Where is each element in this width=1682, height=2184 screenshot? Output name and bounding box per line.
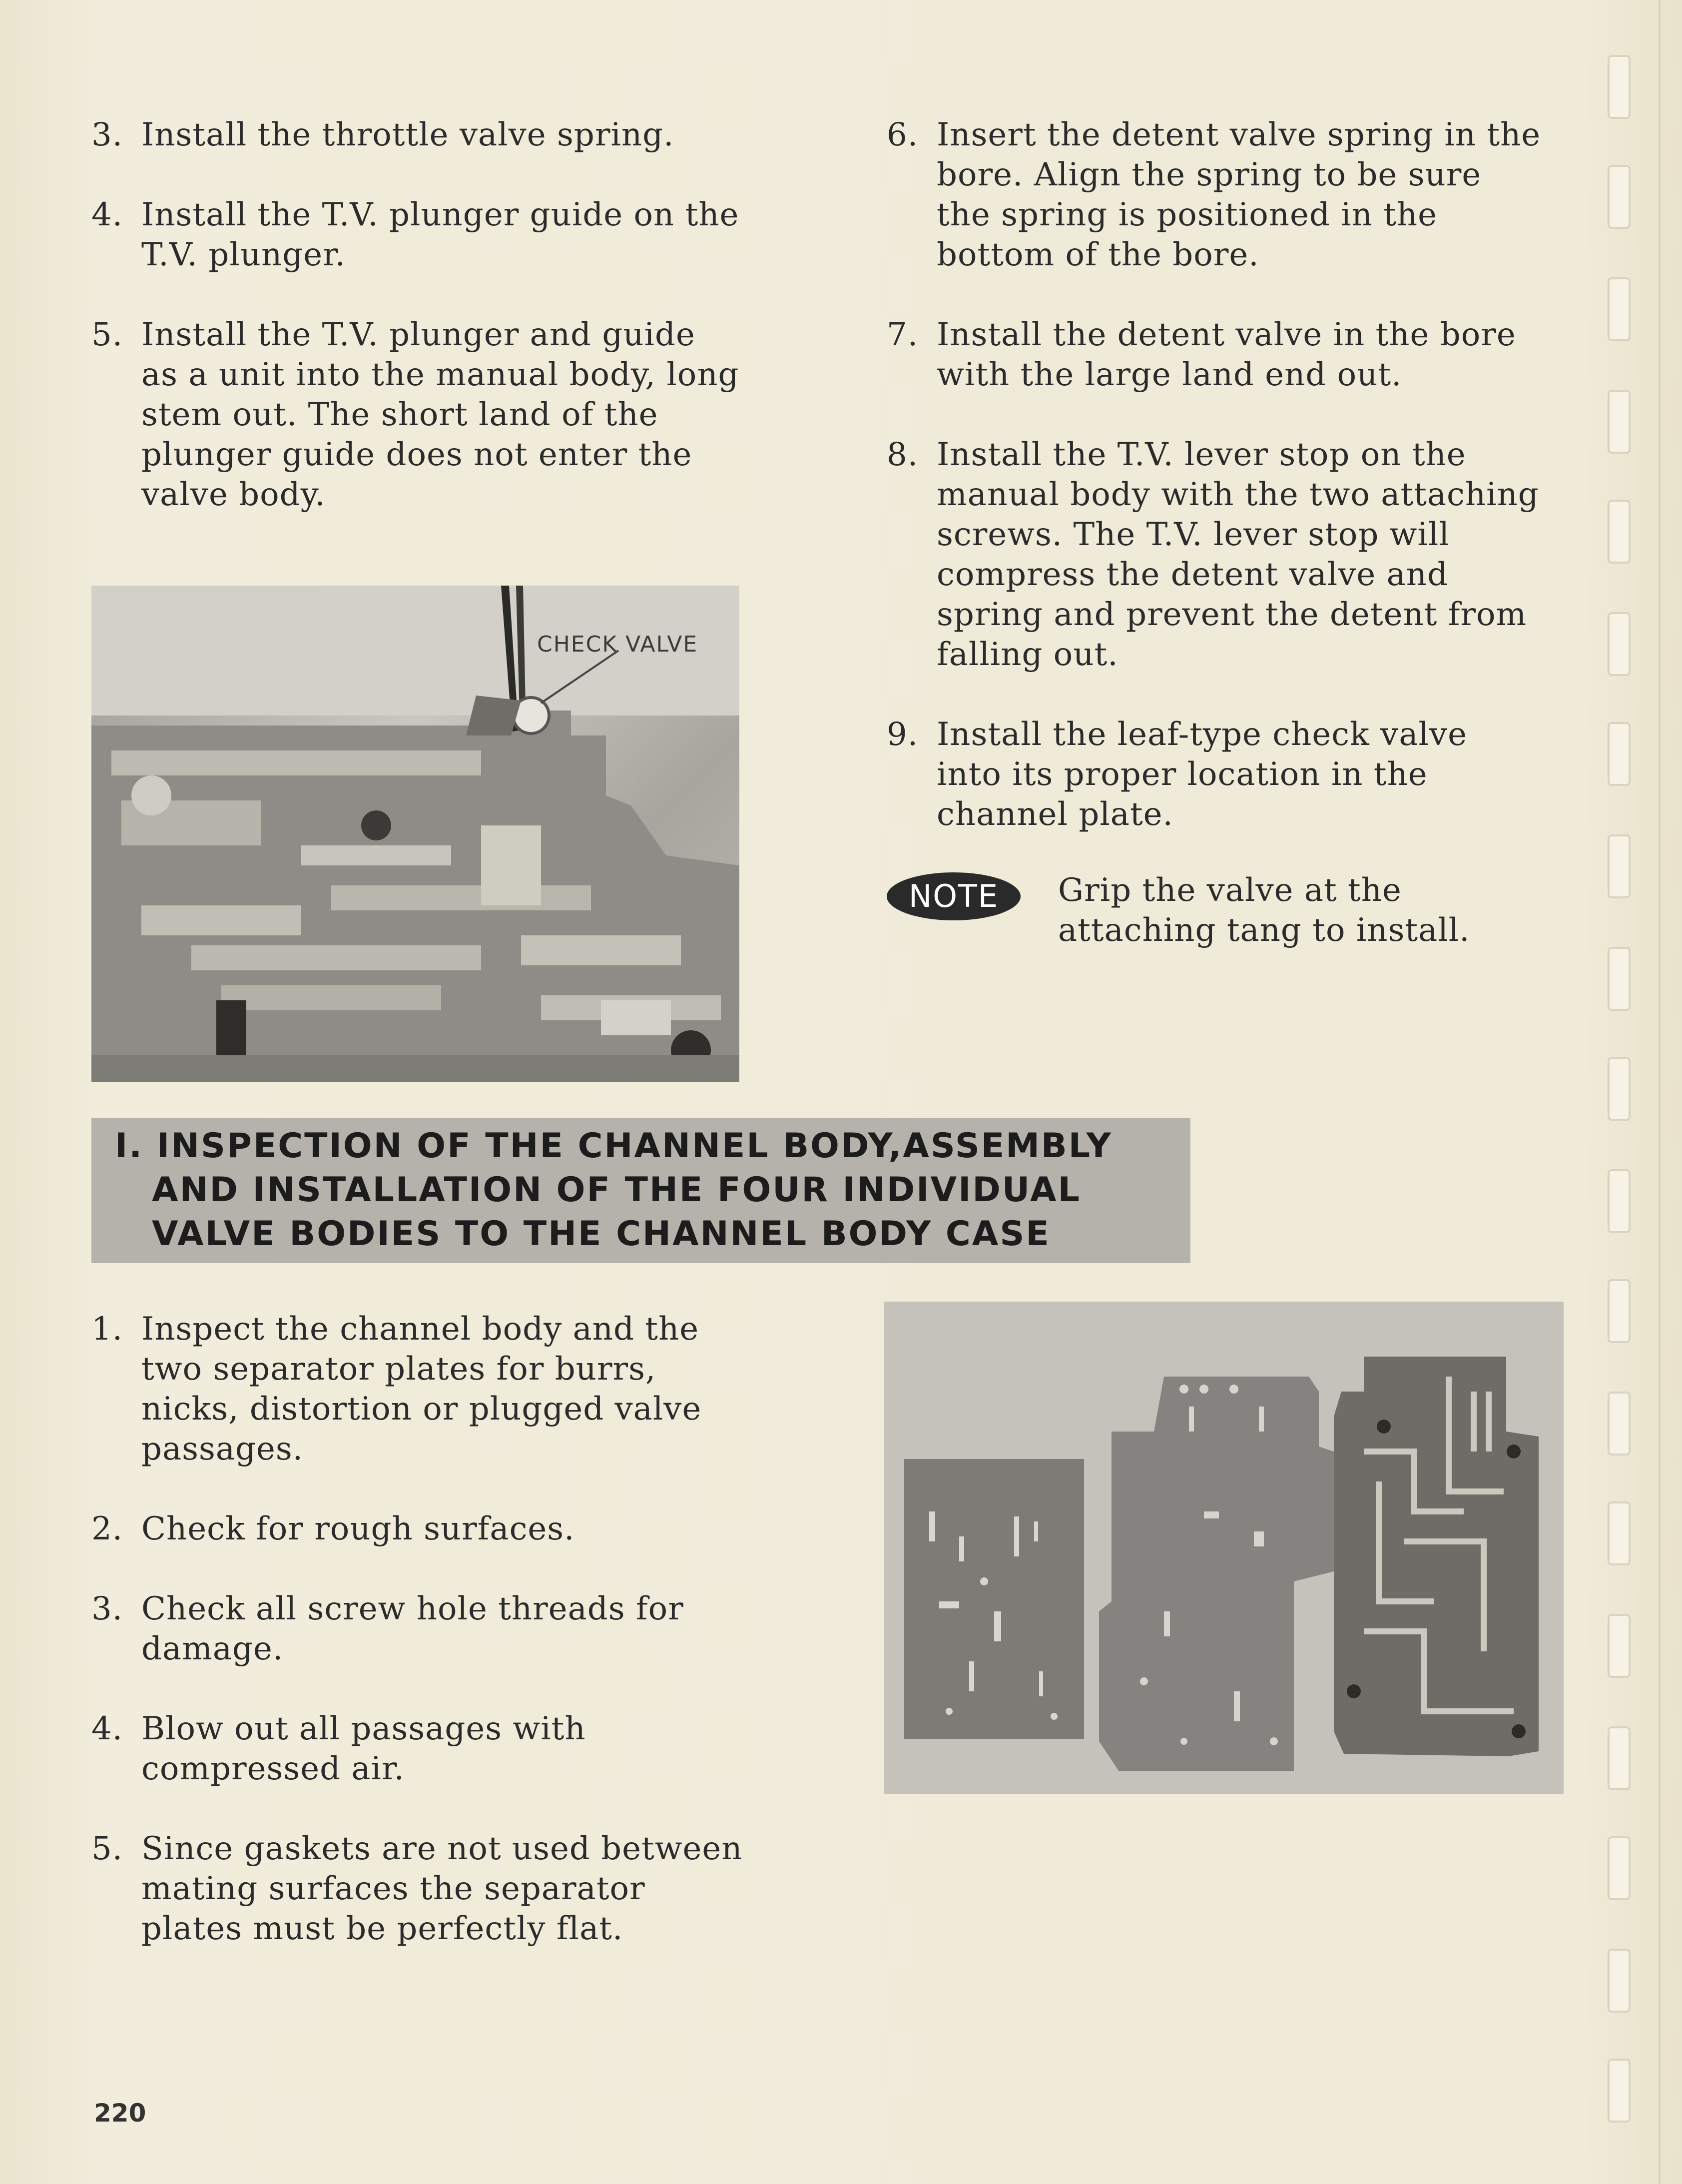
step-number: 5. (91, 1830, 123, 1867)
punch-hole (1608, 1392, 1631, 1456)
punch-hole (1608, 947, 1631, 1011)
step-text: Insert the detent valve spring in the bore. Align the spring to be sure the spring is positioned in the bottom of the bore. (937, 116, 1541, 273)
note-text: Grip the valve at the attaching tang to install. (1058, 872, 1470, 949)
step-4 (91, 195, 741, 275)
section-heading (115, 1124, 1189, 1256)
step-text: Check for rough surfaces. (141, 1510, 575, 1547)
punch-hole (1608, 2059, 1631, 2123)
inspect-step-3 (91, 1589, 746, 1669)
punch-hole (1608, 500, 1631, 564)
punch-hole (1608, 390, 1631, 454)
step-number: 1. (91, 1311, 123, 1348)
step-number: 9. (887, 716, 919, 753)
punch-hole (1608, 1726, 1631, 1790)
step-5 (91, 315, 741, 515)
step-text: Install the T.V. plunger guide on the T.V. plunger. (141, 196, 739, 273)
left-steps-top (91, 115, 741, 515)
punch-hole (1608, 55, 1631, 119)
page-number: 220 (94, 2099, 146, 2128)
punch-hole (1608, 1614, 1631, 1678)
step-number: 6. (887, 116, 919, 153)
punch-hole (1608, 1501, 1631, 1565)
step-text: Install the T.V. lever stop on the manual body with the two attaching screws. The T.V. lever stop will compress the detent valve and spring and prevent the detent from falling out. (937, 436, 1539, 673)
step-text: Since gaskets are not used between mating surfaces the separator plates must be perfectly flat. (141, 1830, 743, 1947)
step-text: Check all screw hole threads for damage. (141, 1590, 684, 1667)
separator-plates-illustration (884, 1302, 1564, 1794)
check-valve-callout: CHECK VALVE (537, 632, 698, 657)
step-text: Blow out all passages with compressed air. (141, 1710, 586, 1787)
punch-hole (1608, 1949, 1631, 2013)
step-number: 4. (91, 196, 123, 233)
punch-hole (1608, 1057, 1631, 1121)
page-edge-line (1659, 0, 1661, 2184)
punch-hole (1608, 1279, 1631, 1343)
step-number: 3. (91, 116, 123, 153)
step-number: 7. (887, 316, 919, 353)
step-text: Install the throttle valve spring. (141, 116, 674, 153)
punch-hole (1608, 722, 1631, 786)
step-text: Install the T.V. plunger and guide as a unit into the manual body, long stem out. The short land of the plunger guide does not enter the valve body. (141, 316, 739, 513)
punch-hole (1608, 612, 1631, 676)
punch-hole (1608, 1169, 1631, 1233)
section-heading-line: AND INSTALLATION OF THE FOUR INDIVIDUAL (152, 1170, 1081, 1210)
valve-body-illustration (91, 586, 739, 1082)
step-6 (887, 115, 1541, 275)
step-number: 4. (91, 1710, 123, 1747)
step-9 (887, 715, 1541, 834)
inspect-step-5 (91, 1829, 746, 1949)
step-number: 5. (91, 316, 123, 353)
punch-hole (1608, 834, 1631, 898)
step-text: Install the detent valve in the bore with the large land end out. (937, 316, 1516, 393)
section-heading-line: VALVE BODIES TO THE CHANNEL BODY CASE (152, 1214, 1051, 1254)
left-steps-bottom (91, 1309, 746, 1949)
valve-body-photo (91, 586, 739, 1082)
inspect-step-2 (91, 1509, 746, 1549)
step-text: Inspect the channel body and the two separator plates for burrs, nicks, distortion or plugged valve passages. (141, 1311, 702, 1467)
note-badge: NOTE (887, 872, 1021, 920)
inspect-step-4 (91, 1709, 746, 1789)
inspect-step-1 (91, 1309, 746, 1469)
step-3 (91, 115, 741, 155)
punch-hole (1608, 165, 1631, 229)
step-8 (887, 435, 1541, 675)
punch-hole (1608, 1836, 1631, 1900)
section-heading-line: I. INSPECTION OF THE CHANNEL BODY,ASSEMBLY (115, 1126, 1113, 1166)
punch-hole (1608, 277, 1631, 341)
separator-plates-photo (884, 1302, 1564, 1794)
step-text: Install the leaf-type check valve into its proper location in the channel plate. (937, 716, 1467, 833)
step-number: 2. (91, 1510, 123, 1547)
right-steps-top (887, 115, 1541, 834)
step-7 (887, 315, 1541, 395)
step-number: 3. (91, 1590, 123, 1627)
step-number: 8. (887, 436, 919, 473)
